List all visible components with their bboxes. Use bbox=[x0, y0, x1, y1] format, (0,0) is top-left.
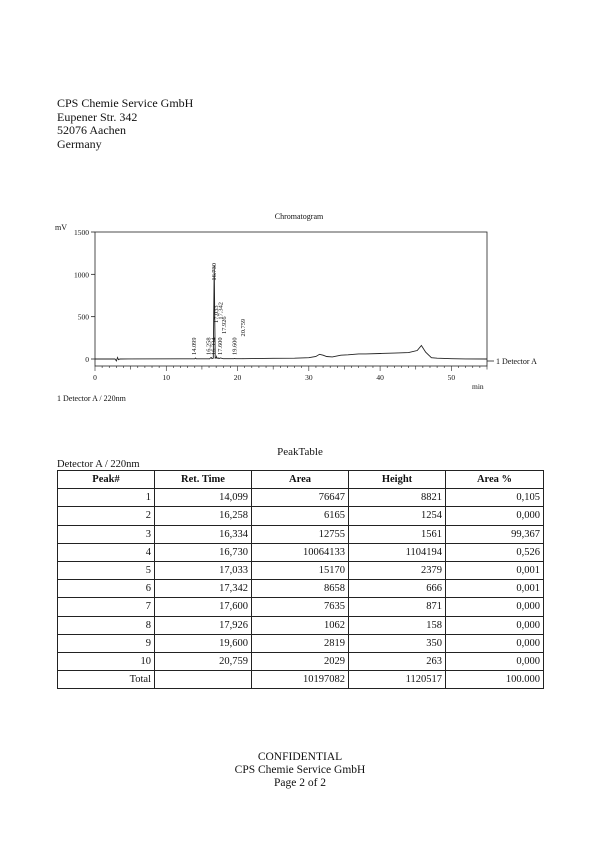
footer-company: CPS Chemie Service GmbH bbox=[234, 764, 366, 776]
peak-label: 17.033 bbox=[213, 305, 220, 323]
cell-area-pct: 0,001 bbox=[446, 580, 544, 598]
cell-total-area-pct: 100.000 bbox=[446, 671, 544, 689]
cell-area: 8658 bbox=[252, 580, 349, 598]
cell-ret-time: 17,600 bbox=[155, 598, 252, 616]
cell-area-pct: 0,000 bbox=[446, 634, 544, 652]
table-row bbox=[58, 525, 544, 543]
peak-label: 17.342 bbox=[217, 302, 225, 320]
city: 52076 Aachen bbox=[57, 123, 126, 138]
cell-ret-time: 16,730 bbox=[155, 543, 252, 561]
cell-peak: 4 bbox=[58, 543, 155, 561]
cell-height: 2379 bbox=[349, 561, 446, 579]
y-tick-label: 1000 bbox=[74, 270, 89, 280]
cell-height: 8821 bbox=[349, 489, 446, 507]
cell-total-empty bbox=[155, 671, 252, 689]
cell-height: 1561 bbox=[349, 525, 446, 543]
peak-table-title: PeakTable bbox=[277, 446, 323, 458]
detector-caption: 1 Detector A / 220nm bbox=[57, 394, 126, 403]
x-tick-label: 0 bbox=[93, 373, 97, 382]
cell-area: 10064133 bbox=[252, 543, 349, 561]
cell-peak: 7 bbox=[58, 598, 155, 616]
table-row bbox=[58, 489, 544, 507]
col-header: Ret. Time bbox=[155, 471, 252, 489]
cell-area-pct: 0,000 bbox=[446, 652, 544, 670]
cell-ret-time: 16,258 bbox=[155, 507, 252, 525]
cell-height: 1104194 bbox=[349, 543, 446, 561]
series-layer bbox=[95, 266, 494, 362]
col-header: Peak# bbox=[58, 471, 155, 489]
cell-peak: 3 bbox=[58, 525, 155, 543]
cell-area-pct: 0,001 bbox=[446, 561, 544, 579]
x-tick-label: 40 bbox=[376, 373, 384, 382]
cell-peak: 9 bbox=[58, 634, 155, 652]
cell-total-area: 10197082 bbox=[252, 671, 349, 689]
peak-table bbox=[57, 470, 544, 689]
cell-area: 76647 bbox=[252, 489, 349, 507]
x-tick-label: 20 bbox=[233, 373, 242, 382]
table-row bbox=[58, 634, 544, 652]
cell-ret-time: 17,342 bbox=[155, 580, 252, 598]
cell-ret-time: 16,334 bbox=[155, 525, 252, 543]
cell-area-pct: 0,105 bbox=[446, 489, 544, 507]
table-total-row bbox=[58, 671, 544, 689]
table-row bbox=[58, 561, 544, 579]
table-row bbox=[58, 652, 544, 670]
x-axis-ticks bbox=[93, 366, 487, 382]
cell-peak: 5 bbox=[58, 561, 155, 579]
cell-area: 12755 bbox=[252, 525, 349, 543]
cell-height: 350 bbox=[349, 634, 446, 652]
cell-area-pct: 0,000 bbox=[446, 507, 544, 525]
x-tick-label: 30 bbox=[305, 373, 313, 382]
cell-area: 2819 bbox=[252, 634, 349, 652]
cell-area-pct: 0,526 bbox=[446, 543, 544, 561]
table-row bbox=[58, 507, 544, 525]
col-header: Area bbox=[252, 471, 349, 489]
cell-peak: 6 bbox=[58, 580, 155, 598]
cell-area: 1062 bbox=[252, 616, 349, 634]
col-header: Height bbox=[349, 471, 446, 489]
street-address: Eupener Str. 342 bbox=[57, 109, 138, 124]
cell-height: 1254 bbox=[349, 507, 446, 525]
cell-height: 158 bbox=[349, 616, 446, 634]
cell-area-pct: 0,000 bbox=[446, 598, 544, 616]
cell-total-height: 1120517 bbox=[349, 671, 446, 689]
cell-total-label: Total bbox=[58, 671, 155, 689]
peak-labels bbox=[191, 263, 247, 355]
col-header: Area % bbox=[446, 471, 544, 489]
table-row bbox=[58, 580, 544, 598]
cell-area-pct: 0,000 bbox=[446, 616, 544, 634]
cell-ret-time: 19,600 bbox=[155, 634, 252, 652]
chart-title: Chromatogram bbox=[274, 212, 324, 221]
y-tick-label: 500 bbox=[77, 312, 89, 322]
cell-area: 2029 bbox=[252, 652, 349, 670]
y-axis-ticks bbox=[74, 228, 95, 364]
plot-frame bbox=[95, 232, 487, 366]
cell-ret-time: 14,099 bbox=[155, 489, 252, 507]
country: Germany bbox=[57, 136, 102, 151]
cell-peak: 2 bbox=[58, 507, 155, 525]
peak-table-detector: Detector A / 220nm bbox=[57, 459, 140, 470]
y-axis-label: mV bbox=[55, 223, 67, 232]
peak-label: 17.926 bbox=[221, 316, 229, 334]
peak-label: 14.099 bbox=[191, 337, 198, 355]
footer bbox=[0, 751, 600, 790]
cell-peak: 10 bbox=[58, 652, 155, 670]
peak-label: 19.600 bbox=[231, 337, 239, 355]
x-tick-label: 50 bbox=[447, 373, 456, 382]
confidential-notice: CONFIDENTIAL bbox=[257, 751, 343, 763]
cell-area-pct: 99,367 bbox=[446, 525, 544, 543]
table-row bbox=[58, 616, 544, 634]
cell-height: 871 bbox=[349, 598, 446, 616]
peak-label: 16.334 bbox=[210, 337, 218, 355]
y-tick-label: 0 bbox=[85, 355, 89, 364]
x-tick-label: 10 bbox=[162, 373, 171, 382]
legend-series-name: 1 Detector A bbox=[496, 357, 537, 366]
peak-label: 20.759 bbox=[240, 318, 247, 337]
table-header-row bbox=[58, 471, 544, 489]
company-name: CPS Chemie Service GmbH bbox=[57, 96, 194, 110]
chromatogram-trace bbox=[95, 266, 487, 361]
cell-peak: 1 bbox=[58, 489, 155, 507]
table-row bbox=[58, 598, 544, 616]
cell-area: 7635 bbox=[252, 598, 349, 616]
page-number: Page 2 of 2 bbox=[273, 777, 327, 789]
chromatogram-chart bbox=[0, 0, 600, 420]
cell-ret-time: 20,759 bbox=[155, 652, 252, 670]
peak-label: 16.258 bbox=[205, 337, 213, 355]
cell-height: 263 bbox=[349, 652, 446, 670]
peak-label: 16.730 bbox=[211, 263, 219, 281]
cell-ret-time: 17,033 bbox=[155, 561, 252, 579]
x-axis-label: min bbox=[472, 382, 484, 391]
peak-label: 17.600 bbox=[216, 337, 224, 355]
cell-height: 666 bbox=[349, 580, 446, 598]
cell-area: 6165 bbox=[252, 507, 349, 525]
cell-peak: 8 bbox=[58, 616, 155, 634]
cell-ret-time: 17,926 bbox=[155, 616, 252, 634]
table-row bbox=[58, 543, 544, 561]
cell-area: 15170 bbox=[252, 561, 349, 579]
y-tick-label: 1500 bbox=[74, 228, 89, 237]
